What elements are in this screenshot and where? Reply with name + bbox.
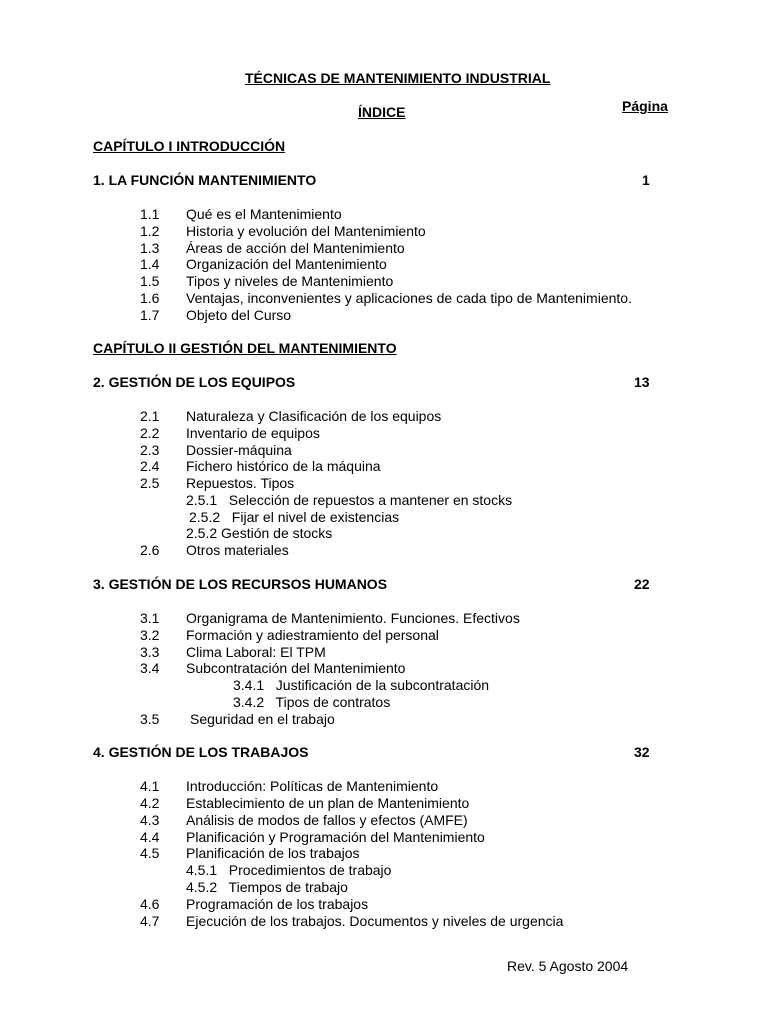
- document-title: TÉCNICAS DE MANTENIMIENTO INDUSTRIAL: [245, 70, 551, 86]
- item-number: 4.5: [140, 845, 160, 861]
- item-number: 1.1: [140, 206, 160, 222]
- item-number: 1.5: [140, 273, 160, 289]
- item-text: Qué es el Mantenimiento: [186, 206, 342, 222]
- item-number: 3.5: [140, 711, 160, 727]
- item-number: 4.3: [140, 812, 160, 828]
- item-text: Clima Laboral: El TPM: [186, 644, 326, 660]
- section-page-number: 22: [634, 576, 650, 592]
- item-number: 1.3: [140, 240, 160, 256]
- item-number: 1.4: [140, 256, 160, 272]
- item-number: 4.7: [140, 913, 160, 929]
- chapter-heading: CAPÍTULO I INTRODUCCIÓN: [93, 138, 286, 154]
- item-text: Seguridad en el trabajo: [190, 711, 335, 727]
- subitem-text: 3.4.1 Justificación de la subcontratación: [233, 677, 490, 693]
- item-text: Programación de los trabajos: [186, 896, 369, 912]
- page-column-heading: Página: [622, 98, 668, 114]
- chapter-heading: CAPÍTULO II GESTIÓN DEL MANTENIMIENTO: [93, 340, 397, 356]
- item-text: Repuestos. Tipos: [186, 475, 295, 491]
- subitem-text: 2.5.1 Selección de repuestos a mantener en stocks: [186, 492, 513, 508]
- subitem-text: 3.4.2 Tipos de contratos: [233, 694, 391, 710]
- item-text: Establecimiento de un plan de Mantenimiento: [186, 795, 470, 811]
- item-number: 1.2: [140, 223, 160, 239]
- item-text: Naturaleza y Clasificación de los equipos: [186, 408, 442, 424]
- item-text: Organigrama de Mantenimiento. Funciones. Efectivos: [186, 610, 520, 626]
- section-page-number: 13: [634, 374, 650, 390]
- item-number: 4.6: [140, 896, 160, 912]
- section-title: 2. GESTIÓN DE LOS EQUIPOS: [93, 374, 296, 390]
- item-number: 2.1: [140, 408, 160, 424]
- item-number: 3.4: [140, 660, 160, 676]
- item-number: 3.1: [140, 610, 160, 626]
- revision-note: Rev. 5 Agosto 2004: [507, 958, 629, 974]
- item-text: Inventario de equipos: [186, 425, 320, 441]
- item-number: 1.6: [140, 290, 160, 306]
- item-text: Análisis de modos de fallos y efectos (AMFE): [186, 812, 468, 828]
- item-number: 2.3: [140, 442, 160, 458]
- item-number: 4.1: [140, 778, 160, 794]
- item-text: Áreas de acción del Mantenimiento: [186, 240, 405, 256]
- item-text: Objeto del Curso: [186, 307, 292, 323]
- section-title: 3. GESTIÓN DE LOS RECURSOS HUMANOS: [93, 576, 388, 592]
- item-text: Dossier-máquina: [186, 442, 292, 458]
- item-text: Planificación de los trabajos: [186, 845, 360, 861]
- item-text: Introducción: Políticas de Mantenimiento: [186, 778, 439, 794]
- section-title: 4. GESTIÓN DE LOS TRABAJOS: [93, 744, 309, 760]
- item-text: Ventajas, inconvenientes y aplicaciones de cada tipo de Mantenimiento.: [186, 290, 632, 306]
- item-text: Formación y adiestramiento del personal: [186, 627, 439, 643]
- subitem-text: 4.5.2 Tiempos de trabajo: [186, 879, 348, 895]
- subitem-text: 4.5.1 Procedimientos de trabajo: [186, 862, 392, 878]
- item-number: 4.2: [140, 795, 160, 811]
- item-number: 3.2: [140, 627, 160, 643]
- item-text: Historia y evolución del Mantenimiento: [186, 223, 426, 239]
- index-heading: ÍNDICE: [358, 104, 406, 120]
- item-text: Ejecución de los trabajos. Documentos y niveles de urgencia: [186, 913, 564, 929]
- item-number: 4.4: [140, 829, 160, 845]
- item-text: Tipos y niveles de Mantenimiento: [186, 273, 394, 289]
- item-text: Organización del Mantenimiento: [186, 256, 387, 272]
- subitem-text: 2.5.2 Gestión de stocks: [186, 525, 333, 541]
- item-number: 2.6: [140, 542, 160, 558]
- item-number: 2.4: [140, 458, 160, 474]
- item-number: 2.2: [140, 425, 160, 441]
- item-number: 3.3: [140, 644, 160, 660]
- item-text: Subcontratación del Mantenimiento: [186, 660, 406, 676]
- subitem-text: 2.5.2 Fijar el nivel de existencias: [189, 509, 400, 525]
- item-text: Planificación y Programación del Mantenimiento: [186, 829, 485, 845]
- section-page-number: 32: [634, 744, 650, 760]
- section-page-number: 1: [642, 172, 650, 188]
- item-text: Fichero histórico de la máquina: [186, 458, 381, 474]
- section-title: 1. LA FUNCIÓN MANTENIMIENTO: [93, 172, 317, 188]
- item-text: Otros materiales: [186, 542, 289, 558]
- item-number: 1.7: [140, 307, 160, 323]
- item-number: 2.5: [140, 475, 160, 491]
